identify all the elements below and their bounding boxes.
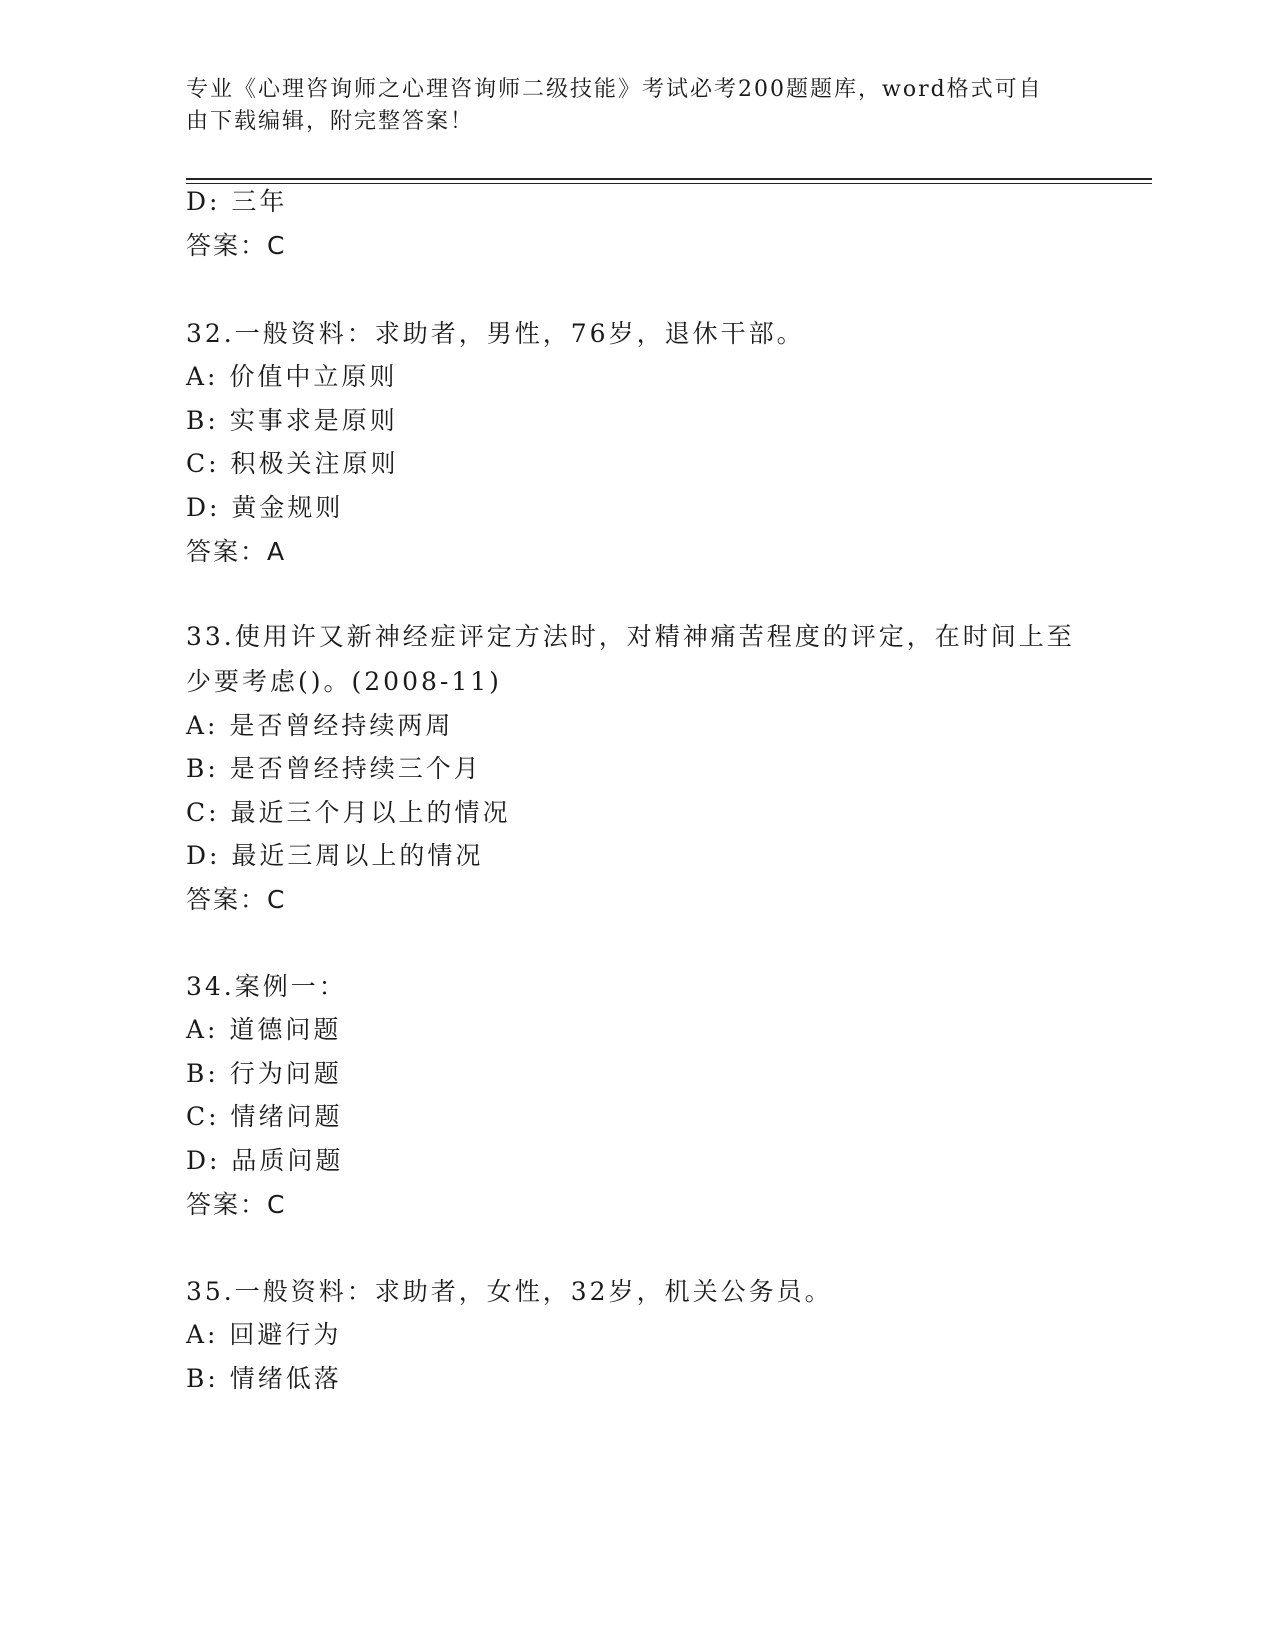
option-a: A: 是否曾经持续两周 [186,711,454,740]
option-b: B: 行为问题 [186,1059,342,1088]
option-d: D: 黄金规则 [186,493,344,522]
option-a: A: 回避行为 [186,1320,342,1349]
question-stem: 35.一般资料：求助者，女性，32岁，机关公务员。 [186,1277,833,1306]
question-stem: 33.使用许又新神经症评定方法时，对精神痛苦程度的评定，在时间上至少要考虑()。(2008-11) [186,622,1075,696]
header-divider-thin [186,183,1152,184]
answer-line: 答案：C [186,885,287,914]
question-stem: 32.一般资料：求助者，男性，76岁，退休干部。 [186,319,805,348]
header-divider-thick [186,178,1152,180]
option-b: B: 是否曾经持续三个月 [186,754,482,783]
option-c: C: 最近三个月以上的情况 [186,798,511,827]
answer-line: 答案：A [186,537,287,566]
option-a: A: 价值中立原则 [186,362,398,391]
question-stem: 34.案例一： [186,972,347,1001]
option-d: D: 品质问题 [186,1146,344,1175]
document-header: 专业《心理咨询师之心理咨询师二级技能》考试必考200题题库，word格式可自由下载编辑，附完整答案！ [186,77,1043,134]
option-c: C: 情绪问题 [186,1102,343,1131]
option-c: C: 积极关注原则 [186,449,399,478]
option-b: B: 实事求是原则 [186,406,398,435]
option-a: A: 道德问题 [186,1015,342,1044]
option-d: D: 最近三周以上的情况 [186,841,484,870]
answer-line: 答案：C [186,231,287,260]
answer-line: 答案：C [186,1190,287,1219]
option-b: B: 情绪低落 [186,1364,342,1393]
option-d: D: 三年 [186,187,288,216]
